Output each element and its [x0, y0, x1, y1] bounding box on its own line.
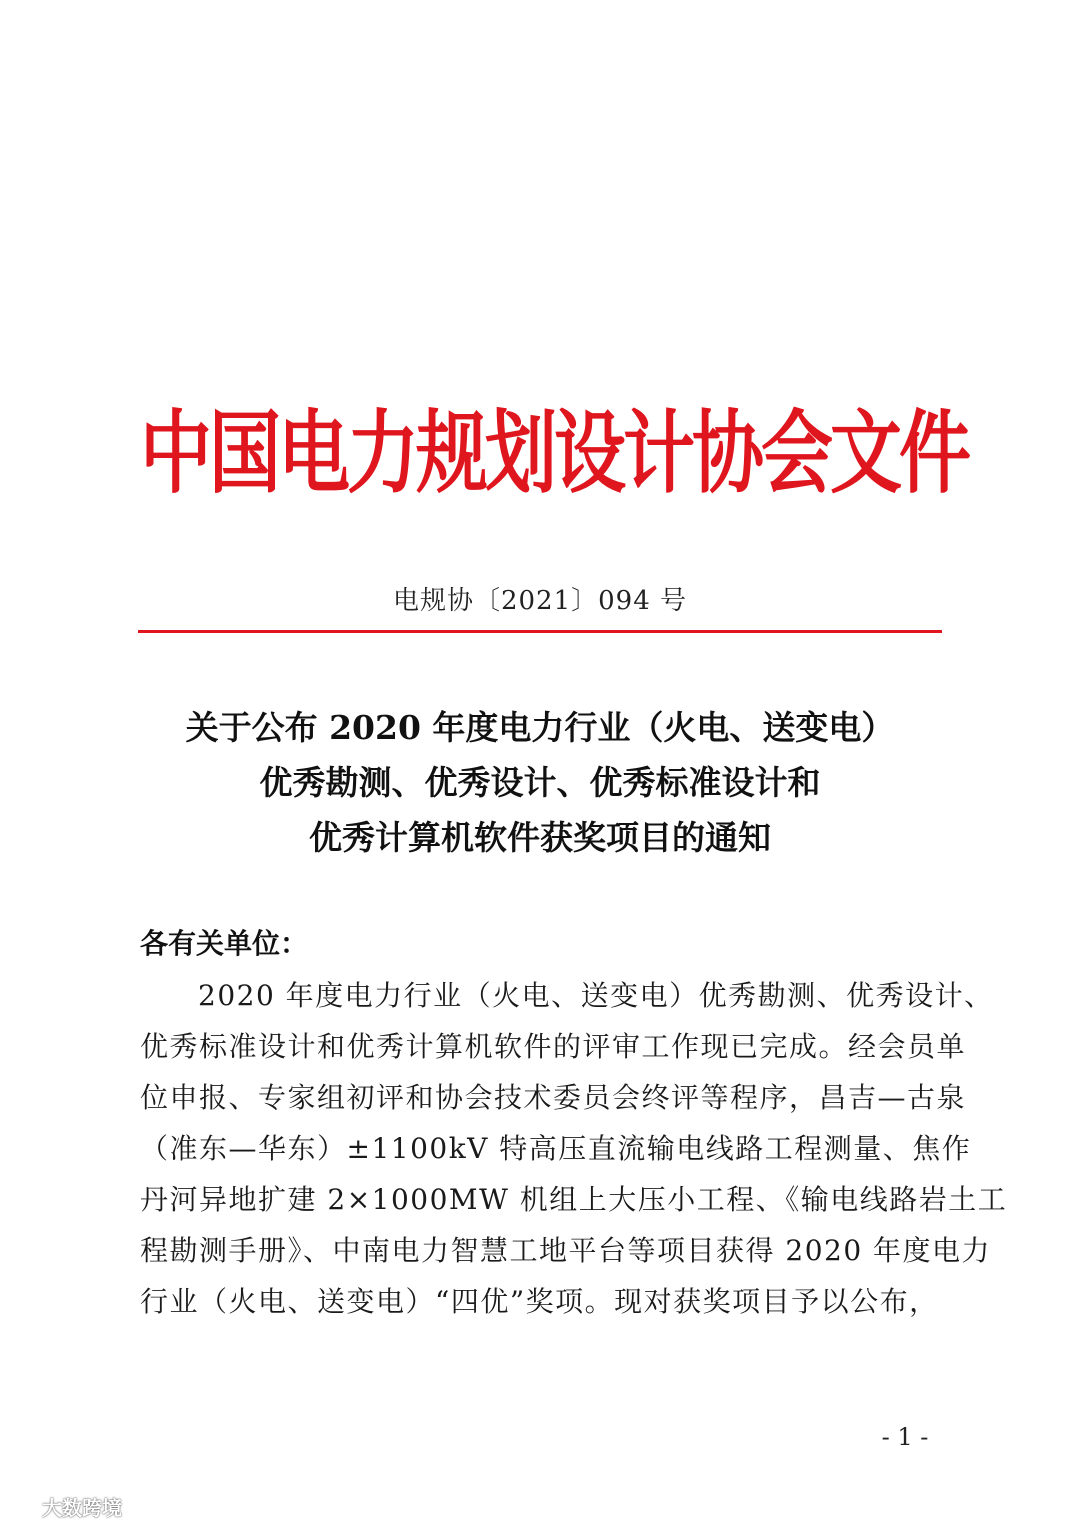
- body-line: 程勘测手册》、中南电力智慧工地平台等项目获得 2020 年度电力: [140, 1234, 992, 1267]
- watermark-text: 大数跨境: [42, 1496, 122, 1520]
- document-number: 电规协〔2021〕094 号: [392, 586, 688, 616]
- watermark: [8, 1492, 122, 1521]
- body-line: 位申报、专家组初评和协会技术委员会终评等程序，昌吉—古泉: [140, 1081, 967, 1114]
- chat-bubble-icon: [8, 1495, 38, 1519]
- body-line: 行业（火电、送变电）“四优”奖项。现对获奖项目予以公布，: [140, 1285, 939, 1318]
- body-line: 丹河异地扩建 2×1000MW 机组上大压小工程、《输电线路岩土工: [140, 1183, 1008, 1216]
- notice-title-line: 关于公布 2020 年度电力行业（火电、送变电）: [185, 708, 895, 747]
- masthead-title: 中国电力规划设计协会文件: [140, 400, 969, 505]
- body-paragraph: [140, 970, 1008, 1327]
- body-line: 2020 年度电力行业（火电、送变电）优秀勘测、优秀设计、: [198, 979, 994, 1012]
- notice-title: [140, 700, 940, 865]
- body-line: （准东—华东）±1100kV 特高压直流输电线路工程测量、焦作: [140, 1132, 972, 1165]
- notice-title-line: 优秀计算机软件获奖项目的通知: [309, 818, 771, 857]
- body-line: 优秀标准设计和优秀计算机软件的评审工作现已完成。经会员单: [140, 1030, 967, 1063]
- notice-title-line: 优秀勘测、优秀设计、优秀标准设计和: [259, 763, 821, 802]
- salutation: 各有关单位：: [140, 927, 309, 960]
- red-divider-line: [138, 630, 942, 633]
- page-number: - 1 -: [881, 1423, 929, 1451]
